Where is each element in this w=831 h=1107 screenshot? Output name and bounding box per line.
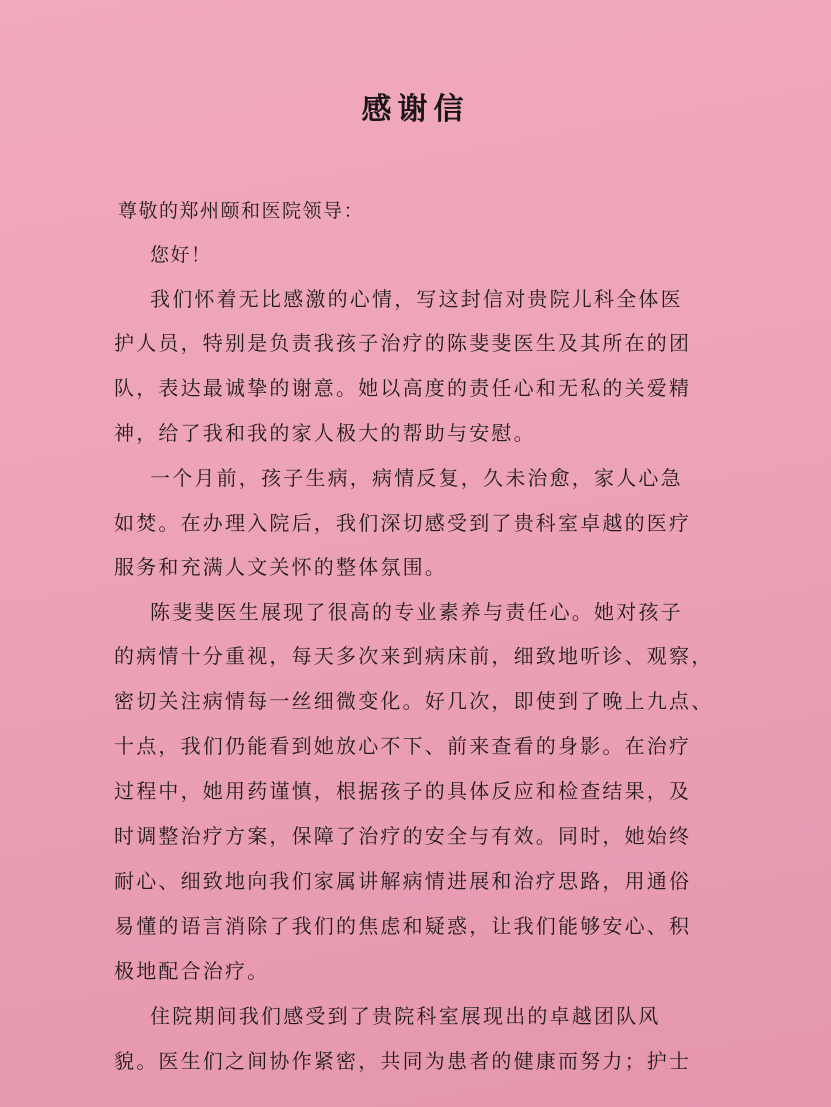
letter-line: 貌。医生们之间协作紧密，共同为患者的健康而努力；护士 — [114, 1049, 692, 1073]
letter-line: 一个月前，孩子生病，病情反复，久未治愈，家人心急 — [150, 466, 683, 490]
letter-line: 我们怀着无比感激的心情，写这封信对贵院儿科全体医 — [150, 287, 683, 311]
letter-greeting: 您好！ — [150, 244, 212, 266]
letter-line: 耐心、细致地向我们家属讲解病情进展和治疗思路，用通俗 — [114, 869, 692, 893]
letter-line: 易懂的语言消除了我们的焦虑和疑惑，让我们能够安心、积 — [114, 914, 692, 938]
letter-line: 极地配合治疗。 — [114, 959, 270, 983]
letter-line: 服务和充满人文关怀的整体氛围。 — [114, 555, 447, 579]
letter-line: 的病情十分重视，每天多次来到病床前，细致地听诊、观察， — [114, 644, 714, 668]
letter-line: 过程中，她用药谨慎，根据孩子的具体反应和检查结果，及 — [114, 779, 692, 803]
letter-line: 十点，我们仍能看到她放心不下、前来查看的身影。在治疗 — [114, 734, 692, 758]
letter-line: 如焚。在办理入院后，我们深切感受到了贵科室卓越的医疗 — [114, 511, 692, 535]
letter-line: 密切关注病情每一丝细微变化。好几次，即使到了晚上九点、 — [114, 689, 714, 713]
letter-line: 时调整治疗方案，保障了治疗的安全与有效。同时，她始终 — [114, 824, 692, 848]
letter-line: 神，给了我和我的家人极大的帮助与安慰。 — [114, 421, 536, 445]
letter-line: 住院期间我们感受到了贵院科室展现出的卓越团队风 — [150, 1004, 661, 1028]
letter-salutation: 尊敬的郑州颐和医院领导： — [118, 200, 365, 222]
letter-line: 护人员，特别是负责我孩子治疗的陈斐斐医生及其所在的团 — [114, 331, 692, 355]
letter-title: 感谢信 — [361, 92, 470, 127]
letter-line: 队，表达最诚挚的谢意。她以高度的责任心和无私的关爱精 — [114, 376, 692, 400]
letter-line: 陈斐斐医生展现了很高的专业素养与责任心。她对孩子 — [150, 600, 683, 624]
